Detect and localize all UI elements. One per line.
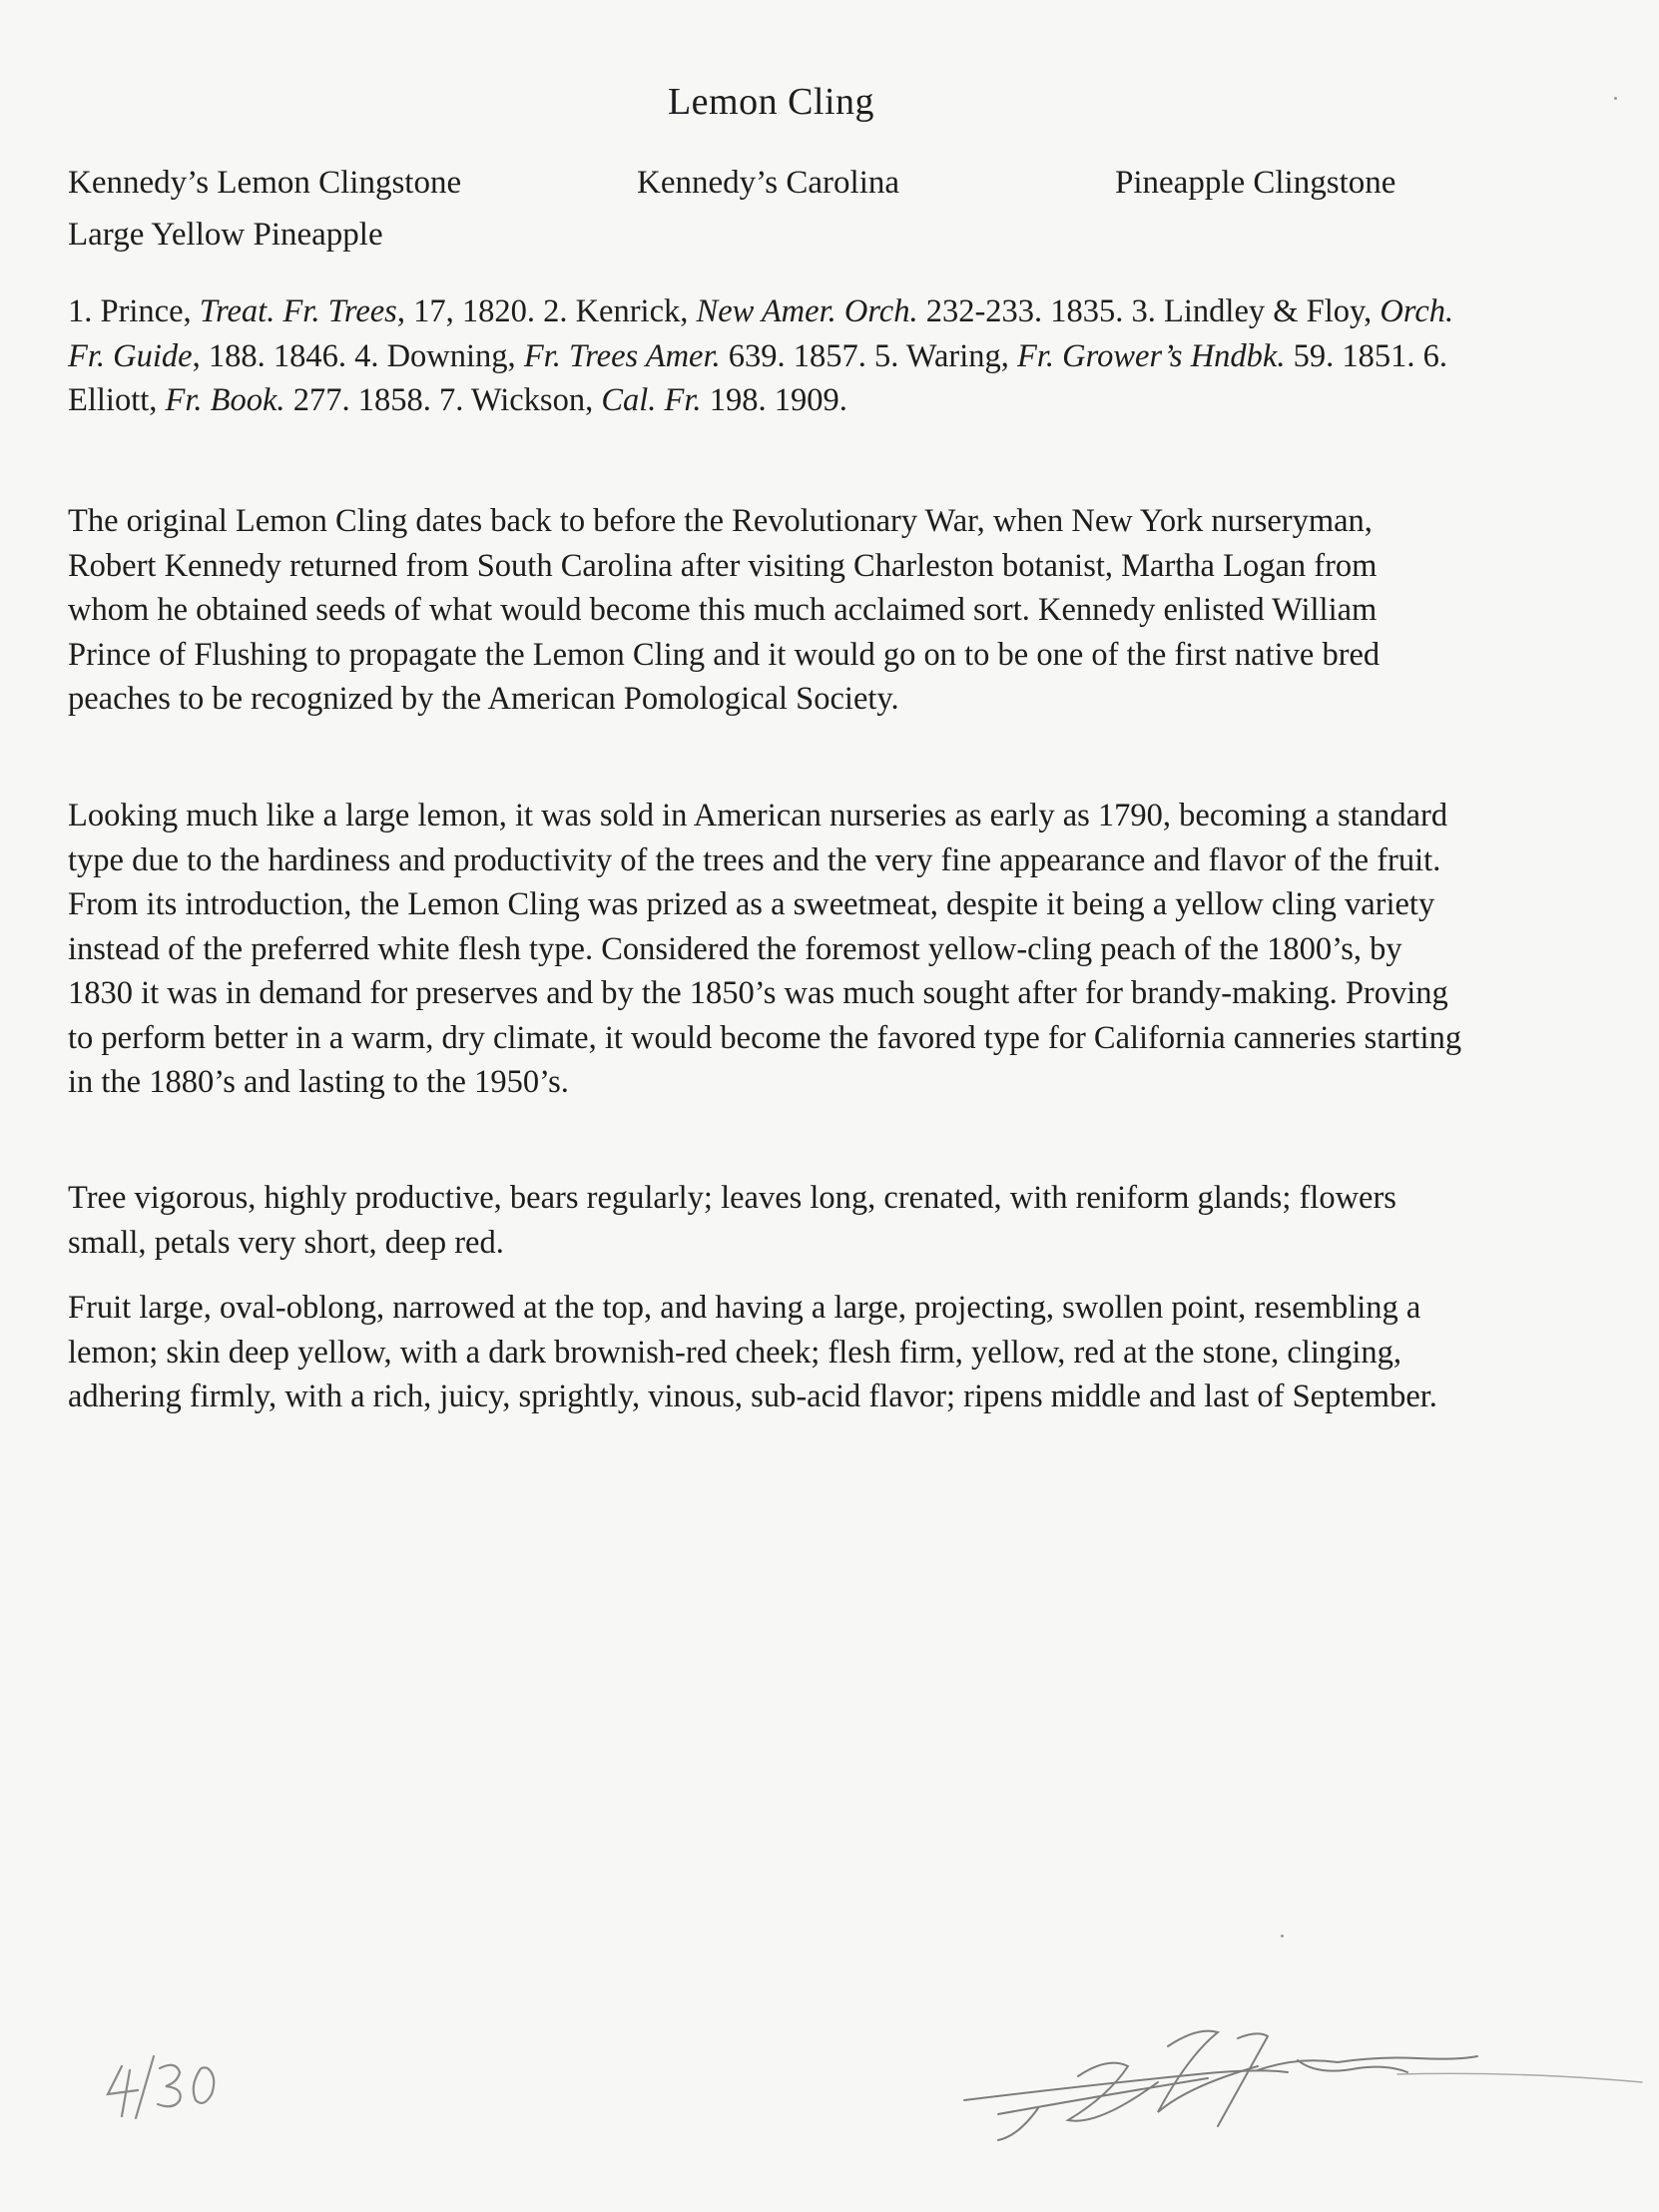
references	[68, 289, 1465, 423]
paper-speck	[1281, 1935, 1284, 1937]
synonym: Large Yellow Pineapple	[68, 217, 383, 253]
tree-description: Tree vigorous, highly productive, bears regularly; leaves long, crenated, with reniform glands; flowers small, petals very short, deep red.	[68, 1180, 1396, 1261]
synonym: Kennedy’s Carolina	[637, 165, 900, 201]
synonym: Pineapple Clingstone	[1115, 165, 1396, 201]
history-paragraph: The original Lemon Cling dates back to before the Revolutionary War, when New York nurseryman, Robert Kennedy returned from South Carolina after visiting Charleston botanist, Martha Logan from whom he obtained seeds of what would become this much acclaimed sort. Kennedy enlisted William Prince of Flushing to propagate the Lemon Cling and it would go on to be one of the first native bred peaches to be recognized by the American Pomological Society.	[68, 503, 1381, 717]
reference: 6. Elliott, Fr. Book. 277. 1858.	[68, 337, 1447, 418]
reference: 3. Lindley & Floy, Orch. Fr. Guide, 188. 1846.	[68, 293, 1454, 374]
reference: 5. Waring, Fr. Grower’s Hndbk. 59. 1851.	[874, 337, 1423, 374]
artist-signature	[958, 2016, 1647, 2151]
page-title: Lemon Cling	[667, 81, 875, 123]
paper-speck	[1614, 97, 1617, 100]
history-paragraph: Looking much like a large lemon, it was sold in American nurseries as early as 1790, becoming a standard type due to the hardiness and productivity of the trees and the very fine appearance and flavor of the fruit. From its introduction, the Lemon Cling was prized as a sweetmeat, despite it being a yellow cling variety instead of the preferred white flesh type. Considered the foremost yellow-cling peach of the 1800’s, by 1830 it was in demand for preserves and by the 1850’s was much sought after for brandy-making. Proving to perform better in a warm, dry climate, it would become the favored type for California canneries starting in the 1880’s and lasting to the 1950’s.	[68, 798, 1462, 1100]
reference: 4. Downing, Fr. Trees Amer. 639. 1857.	[354, 337, 875, 374]
reference: 2. Kenrick, New Amer. Orch. 232-233. 1835.	[543, 293, 1132, 329]
reference: 1. Prince, Treat. Fr. Trees, 17, 1820.	[68, 293, 544, 329]
edition-number	[100, 2046, 240, 2131]
fruit-description: Fruit large, oval-oblong, narrowed at the top, and having a large, projecting, swollen point, resembling a lemon; skin deep yellow, with a dark brownish-red cheek; flesh firm, yellow, red at the stone, clinging, adhering firmly, with a rich, juicy, sprightly, vinous, sub-acid flavor; ripens middle and last of September.	[68, 1290, 1437, 1414]
reference: 7. Wickson, Cal. Fr. 198. 1909.	[438, 382, 847, 418]
synonym: Kennedy’s Lemon Clingstone	[68, 165, 462, 201]
